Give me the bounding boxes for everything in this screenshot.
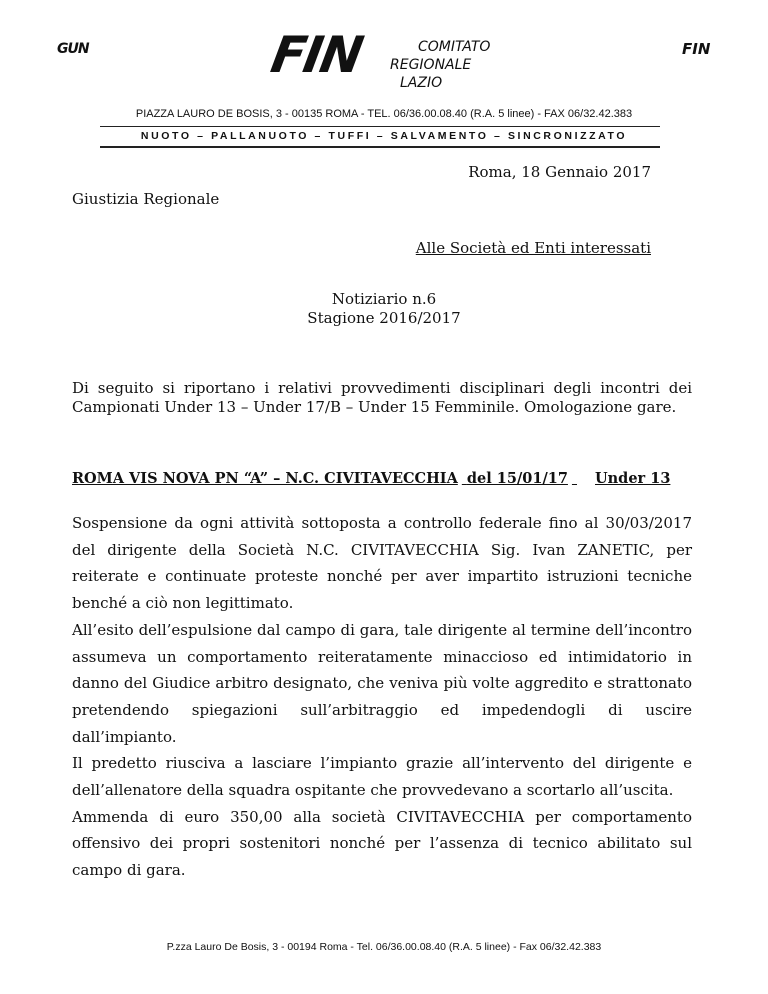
- header-address: PIAZZA LAURO DE BOSIS, 3 - 00135 ROMA - TEL. 06/36.00.08.40 (R.A. 5 linee) - FAX 06/32.42.383: [135, 108, 633, 120]
- match-teams: ROMA VIS NOVA PN “A” – N.C. CIVITAVECCHIA: [72, 470, 458, 487]
- fin-logo-small: FIN: [682, 40, 711, 58]
- match-category: Under 13: [595, 470, 671, 487]
- ruling-paragraph: Il predetto riusciva a lasciare l’impianto grazie all’intervento del dirigente e dell’allenatore della squadra ospitante che provvedevano a scortarlo all’uscita.: [72, 754, 692, 800]
- ruling-paragraph: Ammenda di euro 350,00 alla società CIVITAVECCHIA per comportamento offensivo dei propri sostenitori nonché per l’assenza di tecnico abilitato sul campo di gara.: [72, 807, 692, 880]
- footer-address: P.zza Lauro De Bosis, 3 - 00194 Roma - Tel. 06/36.00.08.40 (R.A. 5 linee) - Fax 06/32.42.383: [166, 941, 602, 953]
- recipient: Alle Società ed Enti interessati: [415, 239, 651, 257]
- ruling-paragraph: Sospensione da ogni attività sottoposta a controllo federale fino al 30/03/2017 del dirigente della Società N.C. CIVITAVECCHIA Sig. Ivan ZANETIC, per reiterate e continuate proteste nonché per aver impartito istruzioni tecniche benché a ciò non legittimato.: [72, 514, 692, 613]
- notice-heading: [0, 290, 768, 328]
- fin-logo: FIN: [266, 26, 366, 84]
- committee-line-2: REGIONALE: [390, 57, 472, 73]
- committee-line-1: COMITATO: [418, 39, 491, 55]
- committee-line-3: LAZIO: [400, 75, 443, 91]
- header-divider-bottom: [100, 146, 660, 148]
- disciplines-line: NUOTO – PALLANUOTO – TUFFI – SALVAMENTO – SINCRONIZZATO: [140, 130, 628, 142]
- match-heading: [72, 470, 692, 487]
- coni-logo: GUN: [57, 41, 89, 57]
- header-divider-top: [100, 126, 660, 127]
- season: Stagione 2016/2017: [307, 309, 461, 327]
- intro-paragraph: Di seguito si riportano i relativi provvedimenti disciplinari degli incontri dei Campionati Under 13 – Under 17/B – Under 15 Femminile. Omologazione gare.: [72, 379, 692, 416]
- letter-date: Roma, 18 Gennaio 2017: [468, 163, 651, 181]
- notice-number: Notiziario n.6: [331, 290, 437, 308]
- department: Giustizia Regionale: [72, 190, 220, 208]
- ruling-text: [72, 510, 692, 884]
- match-date: del 15/01/17: [466, 470, 568, 487]
- ruling-paragraph: All’esito dell’espulsione dal campo di gara, tale dirigente al termine dell’incontro assumeva un comportamento reiteratamente minaccioso ed intimidatorio in danno del Giudice arbitro designato, che veniva più volte aggredito e strattonato pretendendo spiegazioni sull’arbitraggio ed impedendogli di uscire dall’impianto.: [72, 620, 692, 746]
